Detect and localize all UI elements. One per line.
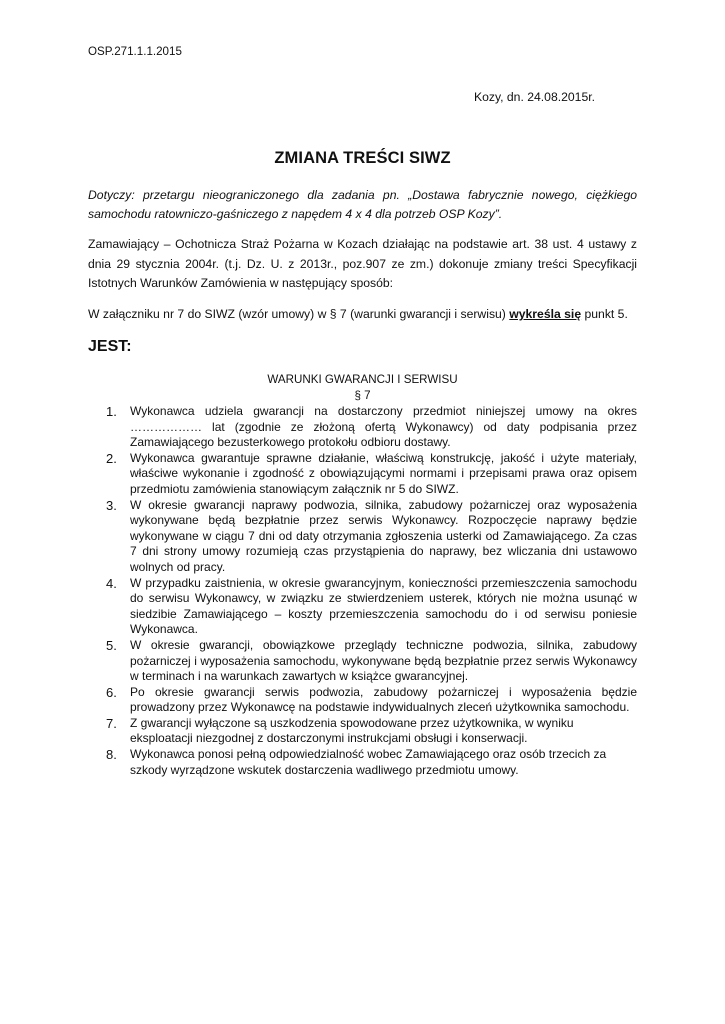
change-text-after: punkt 5. xyxy=(581,307,628,321)
list-item-number: 4. xyxy=(106,575,117,591)
change-paragraph xyxy=(88,305,637,324)
list-item-text: W okresie gwarancji naprawy podwozia, silnika, zabudowy pożarniczej oraz wyposażenia wykonywane będą bezpłatnie przez serwis Wykonawcy. Rozpoczęcie naprawy będzie wykonywane w ciągu 7 dni od daty otrzymania zgłoszenia usterki od Zamawiającego. Za czas 7 dni strony umowy rozumieją czas przystąpienia do naprawy, bez wliczania dni ustawowo wolnych od pracy. xyxy=(130,497,637,574)
intro-paragraph: Zamawiający – Ochotnicza Straż Pożarna w Kozach działając na podstawie art. 38 ust. 4 ustawy z dnia 29 stycznia 2004r. (t.j. Dz. U. z 2013r., poz.907 ze zm.) dokonuje zmiany treści Specyfikacji Istotnych Warunków Zamówienia w następujący sposób: xyxy=(88,237,637,290)
list-item-text: Z gwarancji wyłączone są uszkodzenia spowodowane przez użytkownika, w wyniku eksploatacji niezgodnej z dostarczonymi instrukcjami obsługi i konserwacji. xyxy=(130,715,574,746)
list-item-text: Wykonawca gwarantuje sprawne działanie, właściwą konstrukcję, jakość i użyte materiały, właściwe wykonanie i zgodność z obowiązującymi normami i przepisami prawa oraz opisem przedmiotu zamówienia stanowiącym załącznik nr 5 do SIWZ. xyxy=(130,450,637,496)
list-item xyxy=(88,404,637,451)
list-item xyxy=(88,747,637,778)
jest-heading: JEST: xyxy=(88,338,132,355)
list-item-number: 1. xyxy=(106,404,117,419)
document-title: ZMIANA TREŚCI SIWZ xyxy=(274,149,451,167)
subject-paragraph: Dotyczy: przetargu nieograniczonego dla zadania pn. „Dostawa fabrycznie nowego, ciężkiego samochodu ratowniczo-gaśniczego z napędem 4 x 4 dla potrzeb OSP Kozy”. xyxy=(88,188,637,221)
list-item-text: Wykonawca udziela gwarancji na dostarczony przedmiot niniejszej umowy na okres ……………… lat (zgodnie ze złożoną ofertą Wykonawcy) od daty podpisania przez Zamawiającego bezusterkowego protokołu odbioru dostawy. xyxy=(130,404,637,450)
warranty-terms-list xyxy=(88,404,637,778)
list-item-number: 3. xyxy=(106,497,117,513)
list-item xyxy=(88,716,637,747)
list-item xyxy=(88,451,637,498)
place-and-date: Kozy, dn. 24.08.2015r. xyxy=(473,90,595,104)
list-item xyxy=(88,685,637,716)
list-item-text: Wykonawca ponosi pełną odpowiedzialność wobec Zamawiającego oraz osób trzecich za szkody wyrządzone wskutek dostarczenia wadliwego przedmiotu umowy. xyxy=(130,747,607,777)
list-item-number: 8. xyxy=(106,747,117,763)
list-item-text: W przypadku zaistnienia, w okresie gwarancyjnym, konieczności przemieszczenia samochodu do serwisu Wykonawcy, w związku ze stwierdzeniem usterek, których nie można usunąć w siedzibie Zamawiającego – koszty przemieszczenia samochodu do i od serwisu poniesie Wykonawca. xyxy=(130,575,637,637)
list-item-number: 6. xyxy=(106,684,117,700)
reference-number: OSP.271.1.1.2015 xyxy=(88,45,182,58)
list-item-text: W okresie gwarancji, obowiązkowe przeglądy techniczne podwozia, silnika, zabudowy pożarniczej i wyposażenia samochodu, wykonywane będą bezpłatnie przez serwis Wykonawcy w terminach i na warunkach zawartych w książce gwarancyjnej. xyxy=(130,637,637,684)
change-emphasis: wykreśla się xyxy=(509,307,582,321)
section-number: § 7 xyxy=(354,389,371,402)
list-item xyxy=(88,638,637,685)
list-item-number: 7. xyxy=(106,715,117,731)
section-title: WARUNKI GWARANCJI I SERWISU xyxy=(267,373,458,386)
list-item xyxy=(88,498,637,576)
list-item-text: Po okresie gwarancji serwis podwozia, zabudowy pożarniczej i wyposażenia będzie prowadzony przez Wykonawcę na podstawie indywidualnych zleceń użytkownika samochodu. xyxy=(130,684,637,715)
list-item-number: 5. xyxy=(106,637,117,653)
list-item-number: 2. xyxy=(106,450,117,466)
change-text-before: W załączniku nr 7 do SIWZ (wzór umowy) w § 7 (warunki gwarancji i serwisu) xyxy=(88,307,510,321)
list-item xyxy=(88,576,637,638)
